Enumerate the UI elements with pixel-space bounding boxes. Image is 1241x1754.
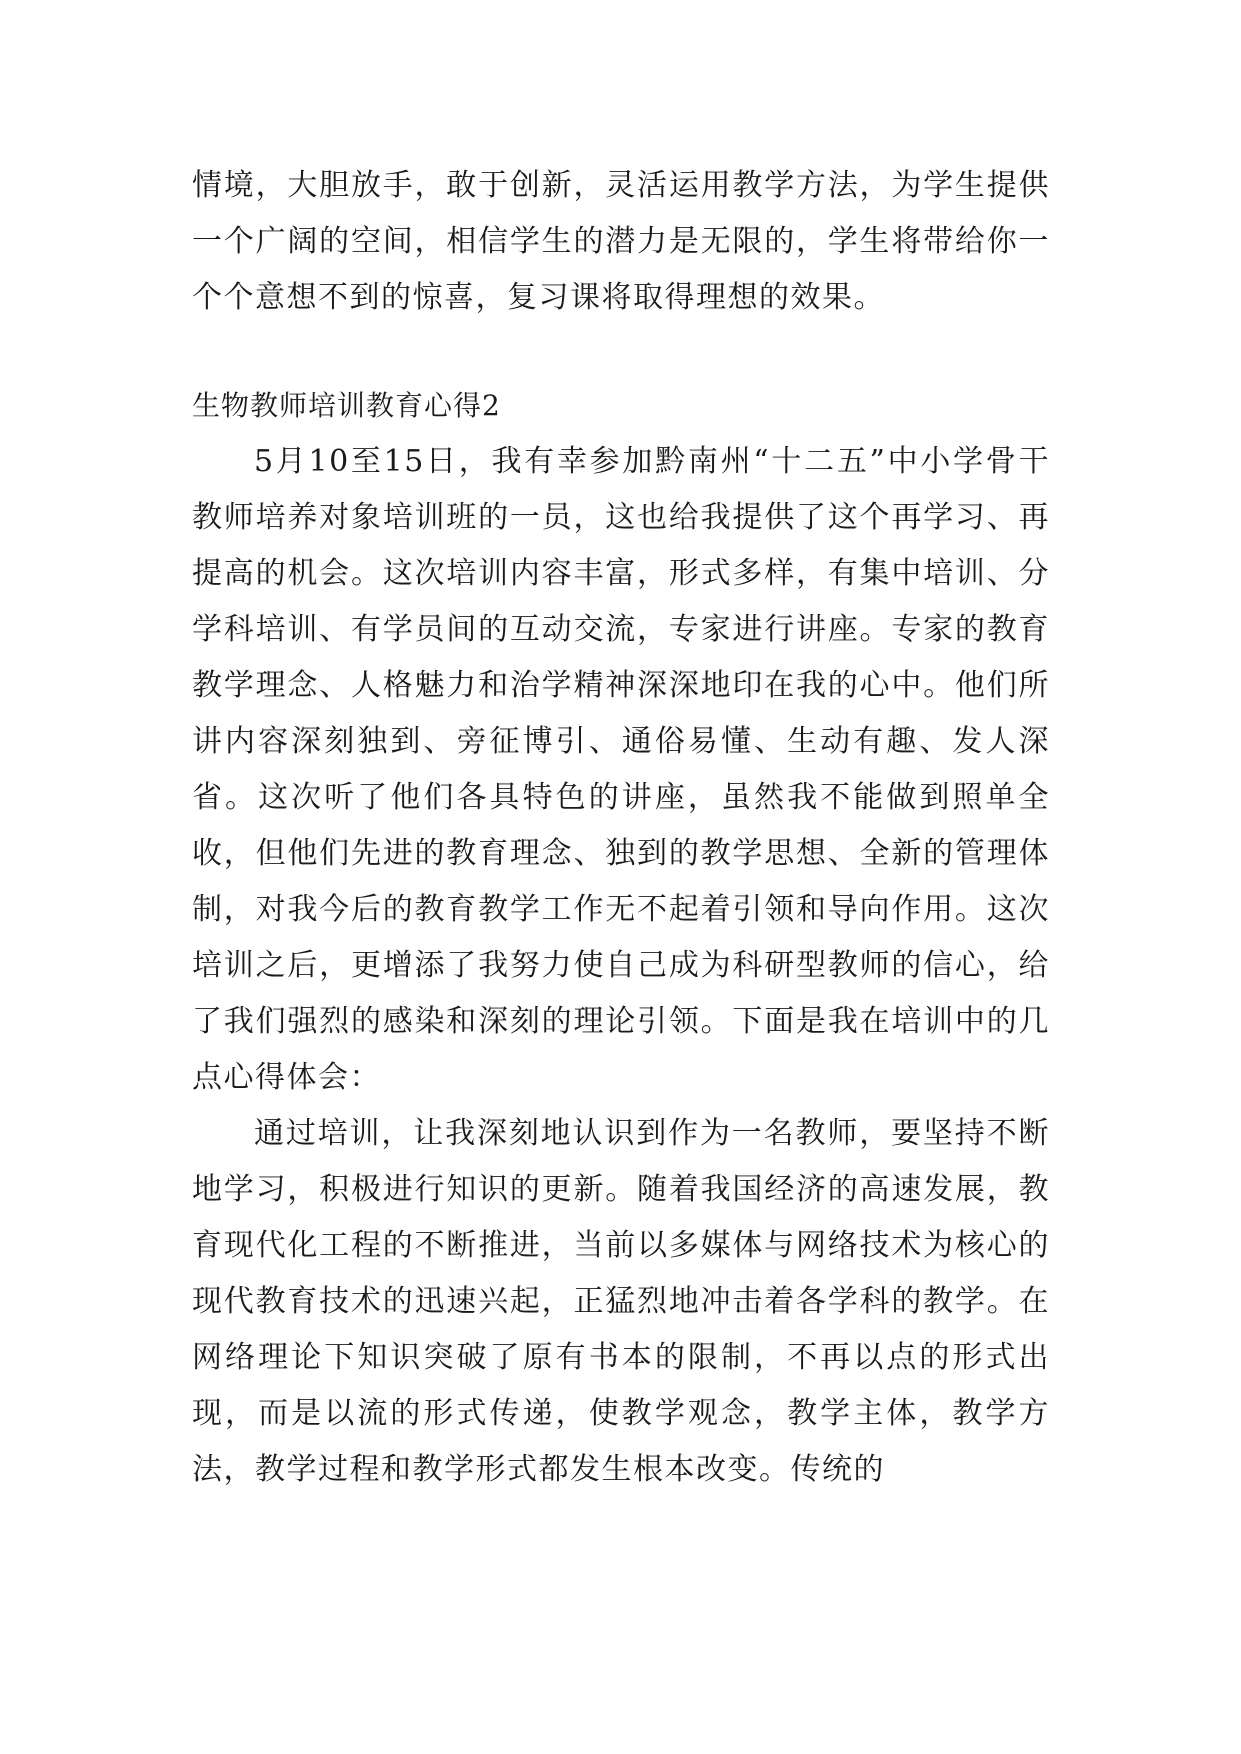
document-body bbox=[192, 158, 1050, 1498]
paragraph-intro: 5月10至15日，我有幸参加黔南州“十二五”中小学骨干教师培养对象培训班的一员，这也给我提供了这个再学习、再提高的机会。这次培训内容丰富，形式多样，有集中培训、分学科培训、有学员间的互动交流，专家进行讲座。专家的教育教学理念、人格魅力和治学精神深深地印在我的心中。他们所讲内容深刻独到、旁征博引、通俗易懂、生动有趣、发人深省。这次听了他们各具特色的讲座，虽然我不能做到照单全收，但他们先进的教育理念、独到的教学思想、全新的管理体制，对我今后的教育教学工作无不起着引领和导向作用。这次培训之后，更增添了我努力使自己成为科研型教师的信心，给了我们强烈的感染和深刻的理论引领。下面是我在培训中的几点心得体会： bbox=[192, 444, 1050, 1095]
paragraph-training: 通过培训，让我深刻地认识到作为一名教师，要坚持不断地学习，积极进行知识的更新。随着我国经济的高速发展，教育现代化工程的不断推进，当前以多媒体与网络技术为核心的现代教育技术的迅速兴起，正猛烈地冲击着各学科的教学。在网络理论下知识突破了原有书本的限制，不再以点的形式出现，而是以流的形式传递，使教学观念，教学主体，教学方法，教学过程和教学形式都发生根本改变。传统的 bbox=[192, 1116, 1050, 1487]
paragraph-continued: 情境，大胆放手，敢于创新，灵活运用教学方法，为学生提供一个广阔的空间，相信学生的潜力是无限的，学生将带给你一个个意想不到的惊喜，复习课将取得理想的效果。 bbox=[192, 168, 1050, 315]
section-title: 生物教师培训教育心得2 bbox=[192, 389, 501, 422]
